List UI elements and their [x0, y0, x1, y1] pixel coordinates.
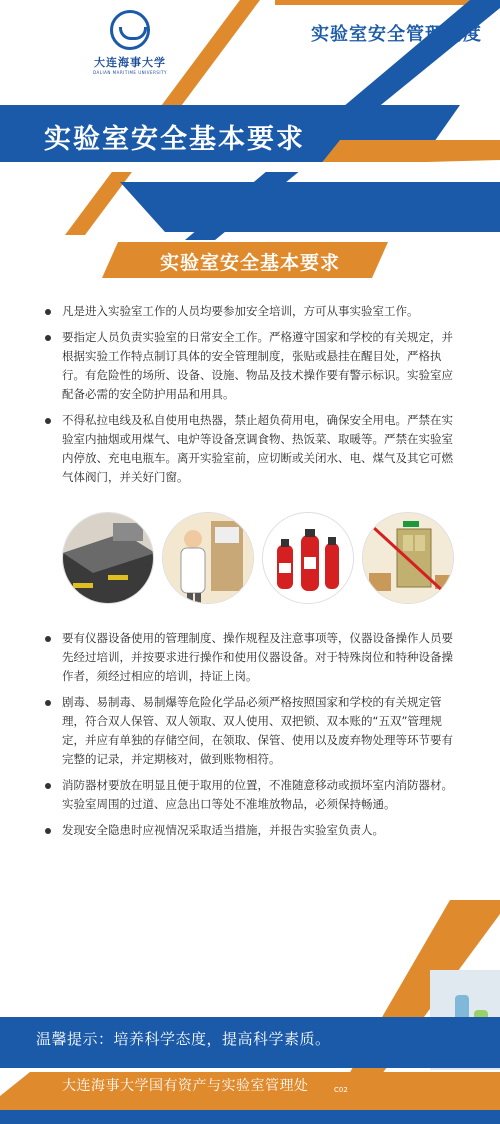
list-item: 不得私拉电线及私自使用电热器，禁止超负荷用电，确保安全用电。严禁在实验室内抽烟或用煤气、电炉等设备烹调食物、热饭菜、取暖等。严禁在实验室内停放、充电电瓶车。离开实验室前，应切断或关闭水、电、煤气及其它可燃气体阀门，并关好门窗。	[42, 411, 462, 487]
list-item: 要指定人员负责实验室的日常安全工作。严格遵守国家和学校的有关规定，并根据实验工作特点制订具体的安全管理制度，张贴或悬挂在醒目处，严格执行。有危险性的场所、设备、设施、物品及技术操作要有警示标识。实验室应配备必需的安全防护用品和用具。	[42, 328, 462, 404]
top-title: 实验室安全管理制度	[311, 24, 482, 45]
lab-cabinet-illustration	[62, 512, 154, 604]
list-item: 消防器材要放在明显且便于取用的位置，不准随意移动或损坏室内消防器材。实验室周围的过道、应急出口等处不准堆放物品，必须保持畅通。	[42, 776, 462, 814]
logo-name-en: DALIAN MARITIME UNIVERSITY	[93, 70, 167, 75]
list-item: 发现安全隐患时应视情况采取适当措施，并报告实验室负责人。	[42, 821, 462, 840]
footer-blue-corner	[0, 1110, 500, 1124]
list-item: 剧毒、易制毒、易制爆等危险化学品必须严格按照国家和学校的有关规定管理，符合双人保管、双人领取、双人使用、双把锁、双本账的“五双”管理规定，并应有单独的存储空间，在领取、保管、使用以及废弃物处理等环节要有完整的记录，并定期核对，做到账物相符。	[42, 693, 462, 769]
fire-extinguisher-illustration	[262, 512, 354, 604]
banner-title: 实验室安全基本要求	[44, 124, 305, 155]
banner-white-gap	[0, 162, 430, 172]
poster-code: C02	[334, 1086, 348, 1094]
logo-emblem-icon	[110, 10, 150, 50]
section-title: 实验室安全基本要求	[159, 252, 340, 274]
banner-blue-lower	[120, 182, 500, 232]
logo-name-cn: 大连海事大学	[94, 56, 166, 69]
exit-door-illustration	[362, 512, 454, 604]
header	[0, 0, 500, 240]
requirements-list-top	[42, 302, 462, 494]
illustrations-row	[62, 512, 452, 608]
department-name: 大连海事大学国有资产与实验室管理处	[62, 1078, 309, 1094]
requirements-list-bottom	[42, 629, 462, 847]
list-item: 凡是进入实验室工作的人员均要参加安全培训，方可从事实验室工作。	[42, 302, 462, 321]
university-logo	[90, 10, 170, 80]
list-item: 要有仪器设备使用的管理制度、操作规程及注意事项等，仪器设备操作人员要先经过培训，并按要求进行操作和使用仪器设备。对于特殊岗位和特种设备操作者，须经过相应的培训，持证上岗。	[42, 629, 462, 686]
lab-worker-illustration	[162, 512, 254, 604]
warm-tip: 温馨提示：培养科学态度，提高科学素质。	[36, 1030, 331, 1048]
